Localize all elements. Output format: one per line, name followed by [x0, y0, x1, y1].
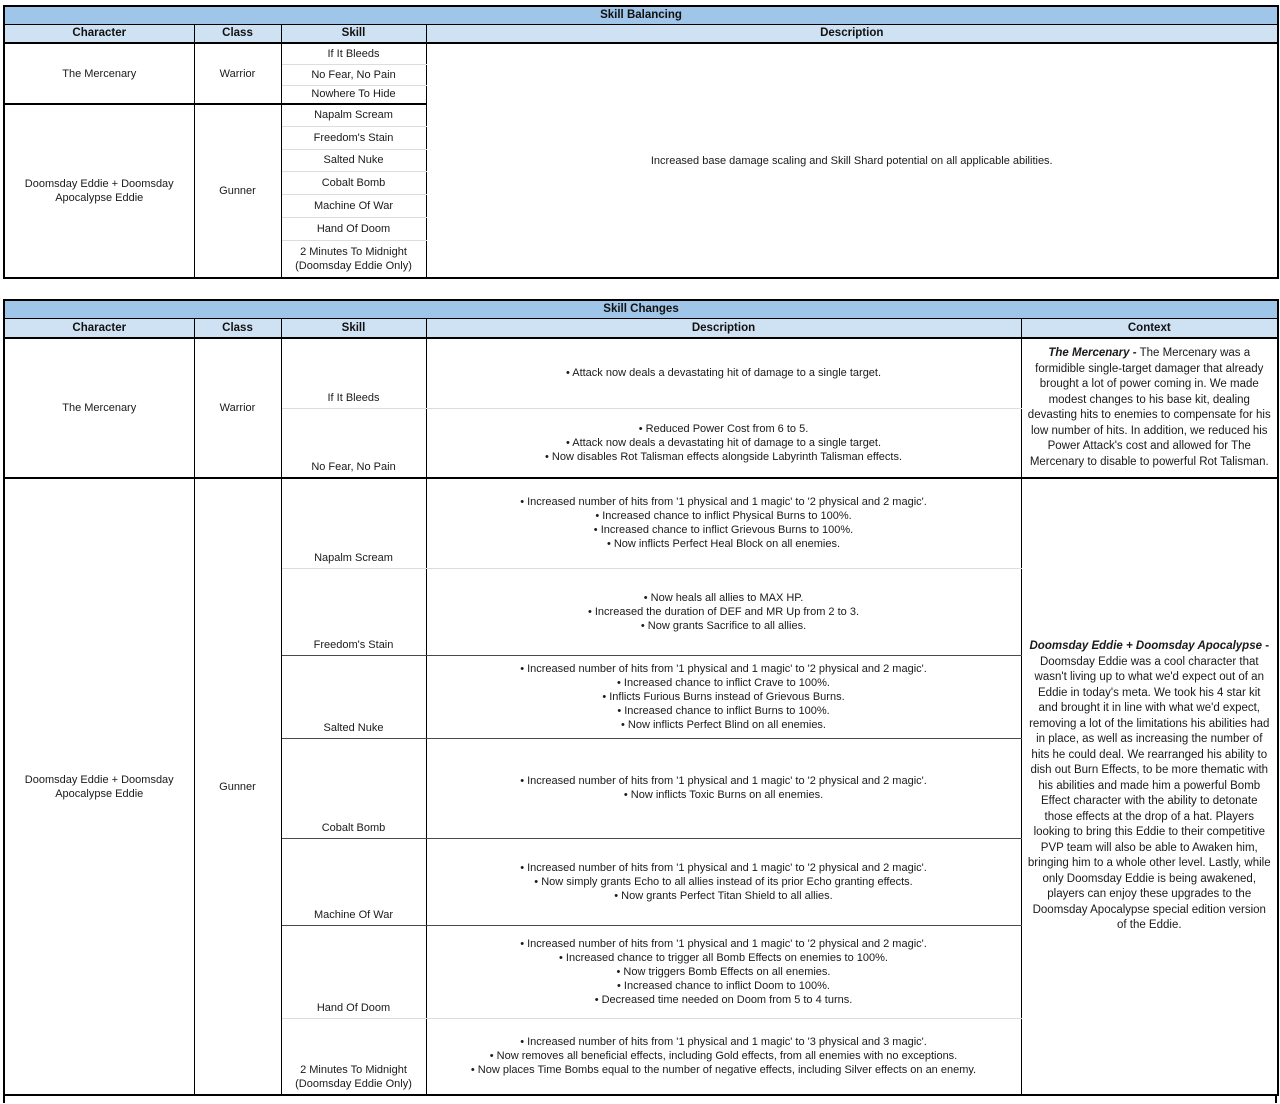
bullet-line: • Now inflicts Perfect Heal Block on all enemies.	[606, 538, 841, 551]
column-header-description: Description	[426, 318, 1021, 338]
skill-cell: Machine Of War	[281, 838, 426, 925]
skill-cell: Freedom's Stain	[281, 568, 426, 655]
column-header-skill: Skill	[281, 318, 426, 338]
skill-cell: Napalm Scream	[281, 104, 426, 126]
character-cell: Doomsday Eddie + Doomsday Apocalypse Eddie	[4, 478, 194, 1095]
description-cell	[426, 738, 1021, 838]
description-cell	[426, 478, 1021, 568]
bullet-line: • Now places Time Bombs equal to the number of negative effects, including Silver effects on an enemy.	[470, 1064, 977, 1077]
bullet-line: • Inflicts Furious Burns instead of Grievous Burns.	[602, 690, 845, 703]
skill-cell: Salted Nuke	[281, 655, 426, 738]
bullet-line: • Increased number of hits from '1 physical and 1 magic' to '2 physical and 2 magic'.	[520, 662, 927, 675]
class-cell: Gunner	[194, 104, 281, 278]
skill-cell: If It Bleeds	[281, 338, 426, 408]
bullet-line: • Increased chance to inflict Doom to 100%.	[617, 979, 830, 992]
bullet-line: • Now grants Sacrifice to all allies.	[640, 619, 807, 632]
column-header-description: Description	[426, 24, 1278, 43]
column-header-character: Character	[4, 24, 194, 43]
bullet-line: • Increased number of hits from '1 physical and 1 magic' to '2 physical and 2 magic'.	[520, 937, 927, 950]
bullet-line: • Now inflicts Toxic Burns on all enemies.	[623, 789, 824, 801]
bullet-line: • Increased chance to trigger all Bomb Effects on enemies to 100%.	[559, 951, 888, 964]
skill-cell: Nowhere To Hide	[281, 85, 426, 104]
context-cell	[1021, 478, 1278, 1095]
description-cell: Increased base damage scaling and Skill Shard potential on all applicable abilities.	[426, 43, 1278, 278]
bullet-line: • Increased chance to inflict Crave to 100%.	[617, 676, 830, 689]
skill-cell: Hand Of Doom	[281, 217, 426, 240]
column-header-skill: Skill	[281, 24, 426, 43]
bullet-line: • Now grants Perfect Titan Shield to all allies.	[614, 889, 833, 902]
bullet-line: • Now simply grants Echo to all allies instead of its prior Echo granting effects.	[534, 875, 913, 888]
class-cell: Gunner	[194, 478, 281, 1095]
table-gap	[3, 279, 1277, 299]
bullet-line: • Now inflicts Perfect Blind on all enemies.	[621, 718, 826, 731]
description-cell	[426, 408, 1021, 478]
character-cell: The Mercenary	[4, 43, 194, 104]
context-cell	[1021, 338, 1278, 478]
context-body: Doomsday Eddie was a cool character that wasn't living up to what we'd expect out of an Eddie in today's meta. We took his 4 star kit and brought it in line with what we'd expect, removing a lot of the limitations his abilities had in place, as well as increasing the number of hits he could deal. We rearranged his ability to dish out Burn Effects, to be more thematic with his abilities and made him a powerful Bomb Effect character with the ability to detonate those effects at the drop of a hat. Players looking to bring this Eddie to their competitive PVP team will also be able to Awaken him, bringing him to a whole other level. Lastly, while only Doomsday Eddie is being awakened, players can enjoy these upgrades to the Doomsday Apocalypse special edition version of the Eddie.	[1027, 655, 1271, 932]
skill-cell: 2 Minutes To Midnight (Doomsday Eddie Only)	[281, 1018, 426, 1095]
context-lead: Doomsday Eddie + Doomsday Apocalypse -	[1029, 640, 1270, 653]
description-cell	[426, 338, 1021, 408]
next-table-edge	[3, 1096, 1277, 1103]
bullet-line: • Attack now deals a devastating hit of damage to a single target.	[565, 436, 882, 449]
column-header-class: Class	[194, 318, 281, 338]
table-title: Skill Balancing	[4, 6, 1278, 24]
skill-cell: Hand Of Doom	[281, 925, 426, 1018]
skill-cell: No Fear, No Pain	[281, 408, 426, 478]
skill-cell: Cobalt Bomb	[281, 171, 426, 194]
skill-cell: Salted Nuke	[281, 149, 426, 171]
column-header-character: Character	[4, 318, 194, 338]
bullet-line: • Decreased time needed on Doom from 5 to 4 turns.	[594, 993, 853, 1006]
bullet-line: • Now disables Rot Talisman effects alongside Labyrinth Talisman effects.	[544, 450, 903, 463]
bullet-line: • Now removes all beneficial effects, including Gold effects, from all enemies with no exceptions.	[489, 1050, 958, 1063]
skill-cell: If It Bleeds	[281, 43, 426, 64]
bullet-line: • Increased number of hits from '1 physical and 1 magic' to '2 physical and 2 magic'.	[520, 496, 927, 509]
skill-balancing-table	[3, 5, 1279, 279]
bullet-line: • Increased number of hits from '1 physical and 1 magic' to '2 physical and 2 magic'.	[520, 775, 927, 787]
bullet-line: • Increased chance to inflict Burns to 100%.	[617, 704, 830, 717]
class-cell: Warrior	[194, 338, 281, 478]
bullet-line: • Now heals all allies to MAX HP.	[643, 591, 804, 604]
description-cell	[426, 925, 1021, 1018]
description-cell	[426, 1018, 1021, 1095]
table-title: Skill Changes	[4, 300, 1278, 318]
bullet-line: • Increased the duration of DEF and MR Up from 2 to 3.	[587, 605, 860, 618]
character-cell: The Mercenary	[4, 338, 194, 478]
bullet-line: • Reduced Power Cost from 6 to 5.	[638, 422, 809, 435]
character-cell: Doomsday Eddie + Doomsday Apocalypse Eddie	[4, 104, 194, 278]
skill-cell: Machine Of War	[281, 194, 426, 217]
column-header-class: Class	[194, 24, 281, 43]
bullet-line: • Increased number of hits from '1 physical and 1 magic' to '2 physical and 2 magic'.	[520, 861, 927, 874]
bullet-line: • Attack now deals a devastating hit of damage to a single target.	[565, 367, 882, 380]
description-cell	[426, 568, 1021, 655]
bullet-line: • Increased chance to inflict Grievous Burns to 100%.	[593, 524, 854, 537]
description-cell	[426, 655, 1021, 738]
bullet-line: • Increased number of hits from '1 physical and 1 magic' to '3 physical and 3 magic'.	[520, 1036, 927, 1049]
skill-cell: Freedom's Stain	[281, 126, 426, 149]
skill-cell: 2 Minutes To Midnight (Doomsday Eddie Only)	[281, 240, 426, 278]
description-cell	[426, 838, 1021, 925]
bullet-line: • Now triggers Bomb Effects on all enemies.	[616, 965, 831, 978]
skill-cell: No Fear, No Pain	[281, 64, 426, 85]
skill-cell: Cobalt Bomb	[281, 738, 426, 838]
skill-changes-table	[3, 299, 1279, 1096]
skill-cell: Napalm Scream	[281, 478, 426, 568]
context-body: The Mercenary was a formidible single-target damager that already brought a lot of power coming in. We made modest changes to his base kit, dealing devasting hits to enemies to compensate for his low number of hits. In addition, we reduced his Power Attack's cost and allowed for The Mercenary to disable to powerful Rot Talisman.	[1027, 347, 1271, 468]
context-lead: The Mercenary -	[1048, 347, 1137, 359]
column-header-context: Context	[1021, 318, 1278, 338]
bullet-line: • Increased chance to inflict Physical Burns to 100%.	[595, 510, 852, 523]
class-cell: Warrior	[194, 43, 281, 104]
